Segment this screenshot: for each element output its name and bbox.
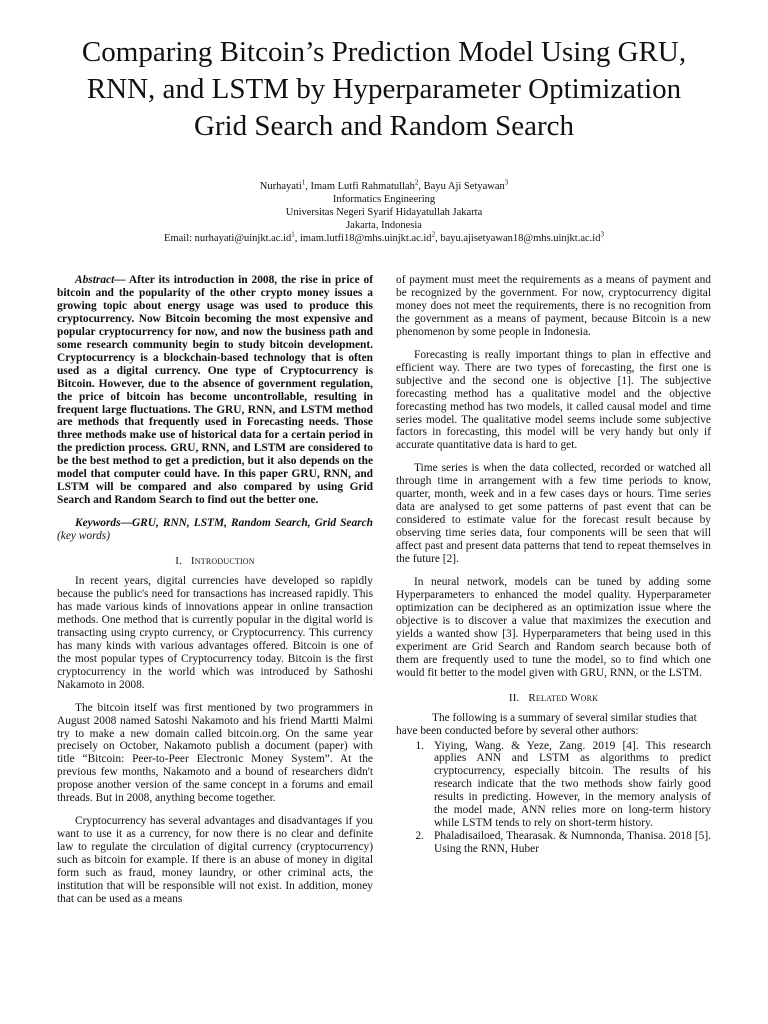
title-line-2: RNN, and LSTM by Hyperparameter Optimization — [86, 73, 682, 105]
section-heading-related-work: II. Related Work — [508, 691, 599, 704]
author-1: Nurhayati — [259, 181, 302, 192]
body-paragraph-2: Forecasting is really important things to plan in effective and efficient way. There are two types of forecasting, the first one is subjective and the second one is objective [1]. The subjective forecasting method has a qualitative model and the objective forecasting method has two models, it called causal model and time series model. The qualitative model seems include some subjective factors in forecasting, this model will be very handy but only if accurate quantitative data is hard to get. — [396, 348, 711, 452]
intro-paragraph-1: In recent years, digital currencies have developed so rapidly because the public's need for transactions has increased rapidly. This has made various kinds of innovations appear in online transaction methods. One method that is currently popular in the digital world is transacting using crypto currency, or Cryptocurrency. This currency has many kinds with various advantages offered. Bitcoin is one of the most popular types of Cryptocurrency today. Bitcoin is the first cryptocurrency in the world which was introduced by Sathoshi Nakamoto in 2008. — [57, 575, 373, 691]
author-names: Nurhayati$^1$, Imam Lutfi Rahmatullah$^2$, Bayu Aji Setyawan$^3$ — [259, 178, 509, 192]
keywords: Keywords—GRU, RNN, LSTM, Random Search, Grid Search (key words) — [57, 517, 373, 543]
body-paragraph-4: In neural network, models can be tuned by adding some Hyperparameters to enhanced the model quality. Hyperparameter optimization can be deciphered as an optimization issue where the objective is to discover a value that maximizes the execution and yields a wanted show [3]. Hyperparameters that being used in this experiment are Grid Search and Random search because both of them are frequently used to tune the model, so to find which one would fit better to the model given with GRU, RNN, or the LSTM. — [396, 576, 711, 679]
email-1: nurhayati@uinjkt.ac.id — [194, 233, 292, 244]
section-heading-introduction: I. Introduction — [175, 555, 255, 568]
abstract-text: After its introduction in 2008, the rise in price of bitcoin and the popularity of the other crypto money issues a growing topic about energy usage was used to produce this cryptocurrency. Now Bitcoin becoming the most expensive and popular cryptocurrency for now, and now the business path and some research community begin to study bitcoin development. Cryptocurrency is a blockchain-based technology that is often used as a digital currency. One type of Cryptocurrency is Bitcoin. However, due to the absence of government regulation, the price of bitcoin has become uncontrollable, resulting in frequent large fluctuations. The GRU, RNN, and LSTM method are methods that frequently used in Forecasting needs. Those three methods make use of historical data for a certain period in the prediction process. GRU, RNN, and LSTM are considered to be the best method to get a prediction, but it also depends on the model that computer could have. In this paper GRU, RNN, and LSTM will be compared and also compared by using Grid Search and Random Search to find out the better one. — [57, 274, 373, 507]
abstract — [57, 274, 373, 507]
author-department: Informatics Engineering — [332, 194, 436, 205]
title-line-1: Comparing Bitcoin’s Prediction Model Using GRU, — [81, 36, 687, 68]
paper-title — [40, 34, 728, 145]
intro-paragraph-2: The bitcoin itself was first mentioned by two programmers in August 2008 named Satoshi Nakamoto and his friend Martti Malmi try to make a new domain called bitcoin.org. On the same year precisely on October, Nakamoto publish a document (paper) with title “Bitcoin: Peer-to-Peer Electronic Money System”. At the previous few months, Nakamoto and a bound of researchers didn't propose another version of the same concept in a forums and email threads. But in 2008, anything become together. — [57, 701, 373, 805]
body-paragraph-3: Time series is when the data collected, recorded or watched all through time in arrangement with a few time periods to know, quarter, month, week and in a few cases days or hours. Time series data are analysed to get some patterns of past event that can be considered to estimate value for the forecast result because by observing time series data, four components will be seen that will affect past and present data patterns that tend to repeat themselves in the future [2]. — [396, 462, 711, 566]
author-university: Universitas Negeri Syarif Hidayatullah Jakarta — [285, 207, 483, 218]
list-item: 1. Yiying, Wang. & Yeze, Zang. 2019 [4]. This research applies ANN and LSTM as algorithms to predict cryptocurrency, especially bitcoin. The results of his research indicate that the two methods show fairly good results in predicting. However, in the memory analysis of the model made, ANN relies more on long-term history while LSTM tends to rely on short-term history. — [415, 739, 711, 830]
related-work-intro: The following is a summary of several similar studies that have been conducted before by several other authors: — [396, 711, 697, 737]
left-column — [57, 274, 373, 906]
email-2: imam.lutfi18@mhs.uinjkt.ac.id — [299, 233, 432, 244]
related-work-list — [396, 740, 711, 857]
author-emails: Email: $nurhayati@uinjkt.ac.id^1$, $imam.lutfi18@mhs.uinjkt.ac.id^2$, $bayu.ajisetyawan18@mhs.uinjkt.ac.id^3$ — [164, 230, 604, 244]
right-column — [396, 274, 711, 856]
title-line-3: Grid Search and Random Search — [193, 110, 575, 142]
intro-paragraph-3: Cryptocurrency has several advantages and disadvantages if you want to use it as a currency, for now there is no clear and definite law to regulate the circulation of digital currency (cryptocurrency) such as bitcoin for example. If there is an abuse of money in digital form such as fraud, money laundry, or other criminal acts, the institution that will be responsible will not exist. In addition, money that can be used as a means — [57, 815, 373, 905]
author-3: Bayu Aji Setyawan — [423, 181, 505, 192]
email-3: bayu.ajisetyawan18@mhs.uinjkt.ac.id — [440, 233, 601, 244]
abstract-label: Abstract— — [75, 274, 126, 286]
list-item: 2. Phaladisailoed, Thearasak. & Numnonda, Thanisa. 2018 [5]. Using the RNN, Huber — [415, 830, 711, 856]
author-2: Imam Lutfi Rahmatullah — [310, 181, 415, 192]
author-location: Jakarta, Indonesia — [346, 220, 422, 231]
body-paragraph-1: of payment must meet the requirements as a means of payment and be recognized by the government. For now, cryptocurrency digital money does not meet the requirements, there is no recognition from the government as a means of payment, because Bitcoin is a new phenomenon by some people in Indonesia. — [396, 274, 711, 338]
author-block — [80, 180, 688, 245]
